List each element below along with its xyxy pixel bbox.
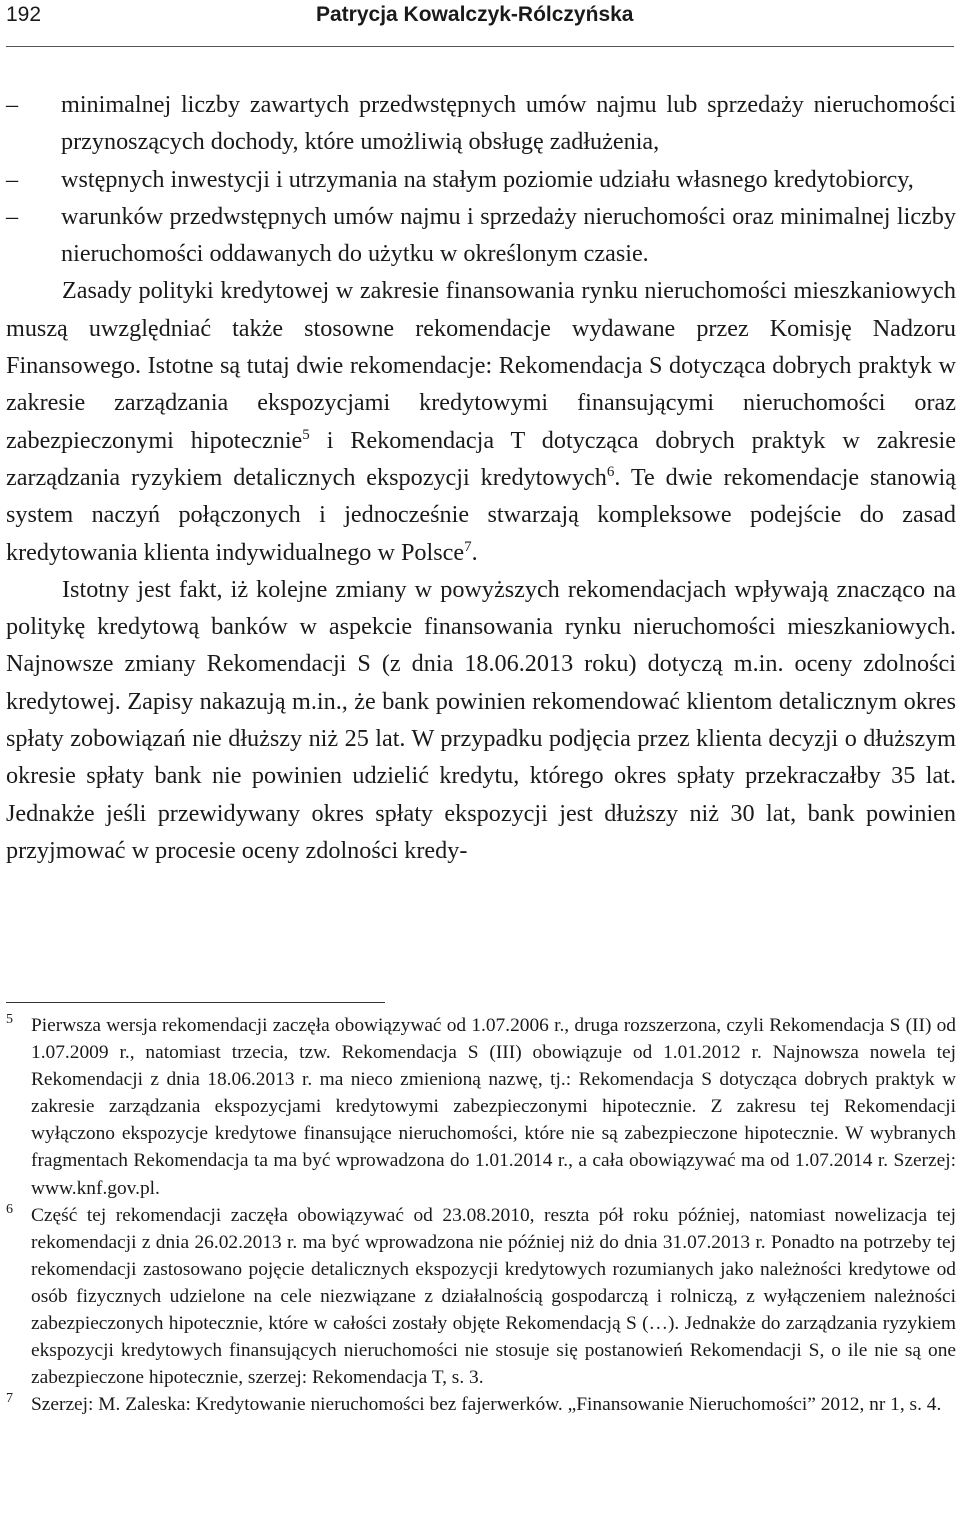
footnote-reference-6[interactable]: 6	[606, 463, 615, 480]
dash-bullet: –	[6, 165, 19, 193]
page-number: 192	[6, 3, 42, 26]
main-text	[6, 86, 956, 869]
footnote-5	[6, 1012, 956, 1202]
footnotes	[6, 1012, 956, 1418]
footnote-number: 6	[6, 1201, 13, 1217]
list-item-text: wstępnych inwestycji i utrzymania na stałym poziomie udziału własnego kredytobiorcy,	[61, 165, 914, 193]
list-item-text: minimalnej liczby zawartych przedwstępnych umów najmu lub sprzedaży nieruchomości przynoszących dochody, które umożliwią obsługę zadłużenia,	[61, 91, 956, 156]
footnote-reference-7[interactable]: 7	[464, 538, 472, 555]
list-item	[6, 86, 956, 161]
list-item-text: warunków przedwstępnych umów najmu i sprzedaży nieruchomości oraz minimalnej liczby nieruchomości oddawanych do użytku w określonym czasie.	[61, 202, 956, 268]
paragraph-text: i Rekomendacja T dotycząca dobrych praktyk w zakresie zarządzania ryzykiem detalicznych ekspozycji kredytowych	[6, 426, 956, 491]
list-item	[6, 198, 956, 273]
footnote-text: Część tej rekomendacji zaczęła obowiązywać od 23.08.2010, reszta pół roku później, natomiast nowelizacja tej rekomendacji z dnia 26.02.2013 r. ma być wprowadzona nie później niż do dnia 31.07.2013 r. Ponadto na potrzeby tej rekomendacji zastosowano pojęcie detalicznych ekspozycji kredytowych rozumianych jako należności kredytowe od osób fizycznych udzielone na cele niezwiązane z działalnością gospodarczą i rolniczą, z wyłączeniem należności zabezpieczonych hipotecznie, które w całości zostały objęte Rekomendacją S (…). Jednakże do zarządzania ryzykiem ekspozycji kredytowych finansujących nieruchomości nie stosuje się postanowień Rekomendacji S, o ile nie są one zabezpieczone hipotecznie, szerzej: Rekomendacja T, s. 3.	[31, 1204, 956, 1389]
footnote-number: 5	[6, 1012, 13, 1027]
footnote-number: 7	[6, 1391, 13, 1407]
footnote-reference-5[interactable]: 5	[302, 426, 310, 443]
footnote-7	[6, 1391, 956, 1418]
running-title: Patrycja Kowalczyk-Rólczyńska	[316, 3, 634, 26]
page-header	[0, 0, 960, 48]
paragraph-text: . Te dwie rekomendacje stanowią system naczyń połączonych i jednocześnie stwarzają kompleksowe podejście do zasad kredytowania klienta indywidualnego w Polsce	[6, 463, 956, 566]
footnote-divider	[6, 1002, 385, 1003]
dash-list	[6, 86, 956, 272]
dash-bullet: –	[6, 91, 19, 118]
footnote-text: Szerzej: M. Zaleska: Kredytowanie nieruchomości bez fajerwerków. „Finansowanie Nieruchomości” 2012, nr 1, s. 4.	[31, 1394, 942, 1416]
paragraph-text: .	[471, 538, 478, 566]
list-item	[6, 161, 956, 198]
paragraph-changes: Istotny jest fakt, iż kolejne zmiany w powyższych rekomendacjach wpływają znacząco na politykę kredytową banków w aspekcie finansowania rynku nieruchomości mieszkaniowych. Najnowsze zmiany Rekomendacji S (z dnia 18.06.2013 roku) dotyczą m.in. oceny zdolności kredytowej. Zapisy nakazują m.in., że bank powinien rekomendować klientom detalicznym okres spłaty zobowiązań nie dłuższy niż 25 lat. W przypadku podjęcia przez klienta decyzji o dłuższym okresie spłaty bank nie powinien udzielić kredytu, którego okres spłaty przekraczałby 35 lat. Jednakże jeśli przewidywany okres spłaty ekspozycji jest dłuższy niż 30 lat, bank powinien przyjmować w procesie oceny zdolności kredy-	[6, 575, 956, 864]
footnote-6	[6, 1202, 956, 1392]
paragraph-text: Zasady polityki kredytowej w zakresie finansowania rynku nieruchomości mieszkaniowych muszą uwzględniać także stosowne rekomendacje wydawane przez Komisję Nadzoru Finansowego. Istotne są tutaj dwie rekomendacje: Rekomendacja S dotycząca dobrych praktyk w zakresie zarządzania ekspozycjami kredytowymi finansującymi nieruchomości oraz zabezpieczonymi hipotecznie	[6, 277, 956, 454]
header-divider	[6, 46, 954, 47]
footnote-text: Pierwsza wersja rekomendacji zaczęła obowiązywać od 1.07.2006 r., druga rozszerzona, czyli Rekomendacja S (II) od 1.07.2009 r., natomiast trzecia, tzw. Rekomendacja S (III) obowiązuje od 1.01.2012 r. Najnowsza nowela tej Rekomendacji z dnia 18.06.2013 r. ma nieco zmienioną nazwę, tj.: Rekomendacja S dotycząca dobrych praktyk w zakresie zarządzania ekspozycjami kredytowymi zabezpieczonymi hipotecznie. Z zakresu tej Rekomendacji wyłączono ekspozycje kredytowe finansujące nieruchomości, które nie są zabezpieczone hipotecznie. W wybranych fragmentach Rekomendacja ta ma być wprowadzona do 1.01.2014 r., a cała obowiązywać ma od 1.07.2014 r. Szerzej: www.knf.gov.pl.	[31, 1015, 956, 1199]
dash-bullet: –	[6, 202, 19, 230]
paragraph-recommendations	[6, 272, 956, 570]
